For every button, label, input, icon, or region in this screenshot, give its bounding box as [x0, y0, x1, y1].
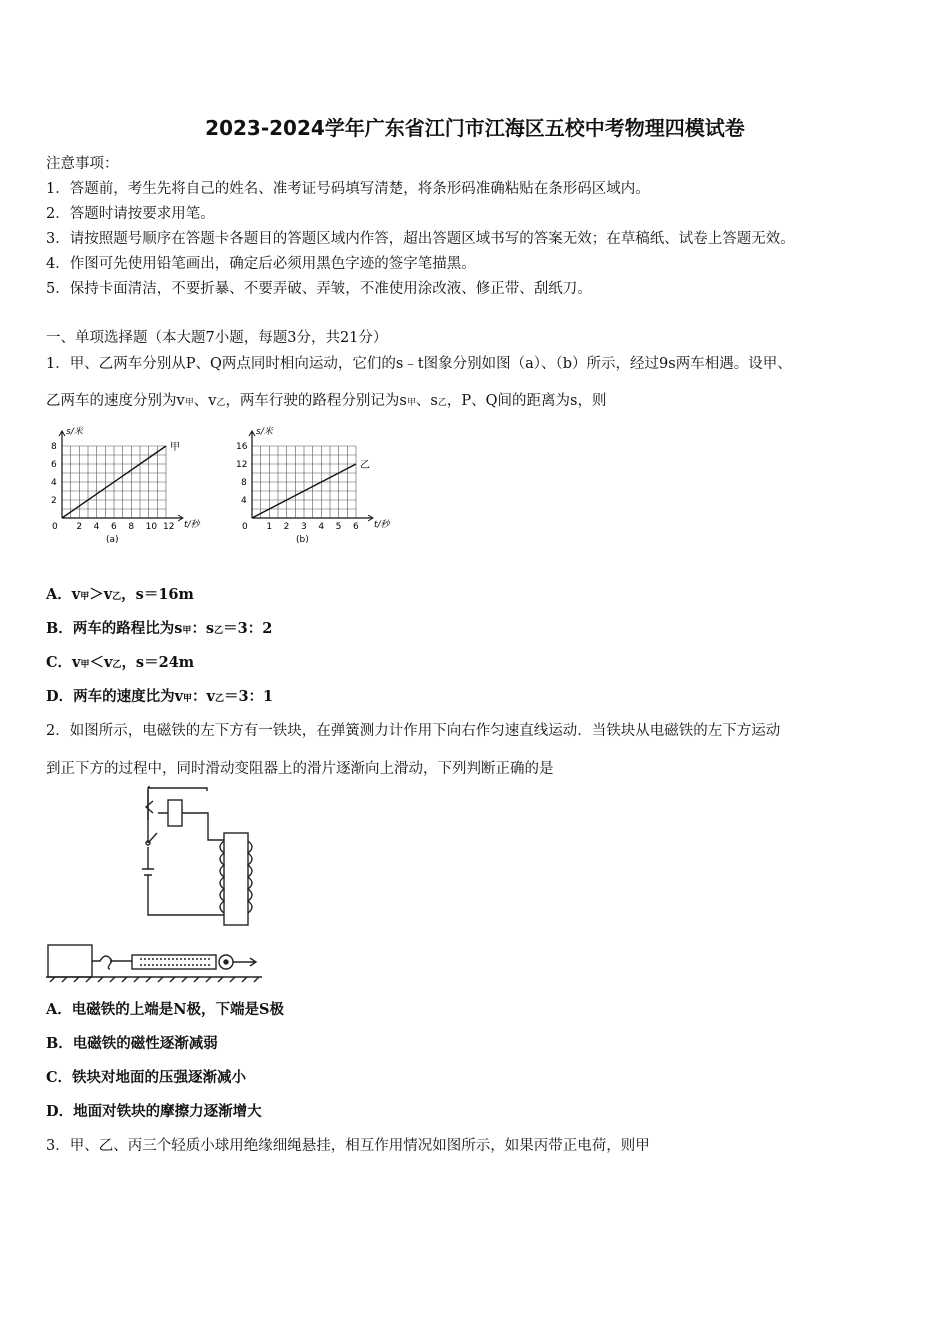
circuit-wire	[146, 787, 153, 820]
q2-option-a[interactable]: A．电磁铁的上端是N极，下端是S极	[46, 1001, 284, 1018]
chart-b-xtick: 2	[283, 522, 290, 532]
q1-text-line2: 乙两车的速度分别为v甲、v乙，两车行驶的路程分别记为s甲、s乙，P、Q间的距离为s，则	[46, 393, 607, 409]
q2-option-b[interactable]: B．电磁铁的磁性逐渐减弱	[46, 1035, 218, 1052]
q2-text-line2: 到正下方的过程中，同时滑动变阻器上的滑片逐渐向上滑动，下列判断正确的是	[46, 761, 554, 777]
chart-b-xtick: 1	[266, 522, 273, 532]
chart-a-ylabel: s/米	[66, 427, 83, 437]
q1-option-d[interactable]: D．两车的速度比为v甲：v乙＝3：1	[46, 688, 274, 705]
chart-b	[234, 420, 409, 545]
notice-item: 3．请按照题号顺序在答题卡各题目的答题区域内作答，超出答题区域书写的答案无效；在草稿纸、试卷上答题无效。	[46, 231, 795, 247]
chart-b-ylabel: s/米	[256, 427, 273, 437]
notice-item: 4．作图可先使用铅笔画出，确定后必须用黑色字迹的签字笔描黑。	[46, 256, 476, 272]
chart-a-xtick: 4	[93, 522, 100, 532]
chart-a-ytick: 6	[51, 460, 57, 470]
q2-text-line1: 2．如图所示，电磁铁的左下方有一铁块，在弹簧测力计作用下向右作匀速直线运动．当铁块从电磁铁的左下方运动	[46, 723, 781, 739]
chart-a-caption: (a)	[106, 535, 119, 545]
chart-a-xtick: 12	[163, 522, 175, 532]
rheostat-slider	[158, 813, 218, 840]
chart-a-series-label: 甲	[170, 442, 180, 453]
electromagnet-coil	[220, 841, 224, 913]
q2-option-d[interactable]: D．地面对铁块的摩擦力逐渐增大	[46, 1103, 262, 1120]
q1-text-line1: 1．甲、乙两车分别从P、Q两点同时相向运动，它们的s﹣t图象分别如图（a）、（b）所示，经过9s两车相遇。设甲、	[46, 356, 792, 372]
electromagnet-core	[224, 833, 248, 925]
q3-text-line1: 3．甲、乙、丙三个轻质小球用绝缘细绳悬挂，相互作用情况如图所示，如果丙带正电荷，则甲	[46, 1138, 650, 1154]
notice-item: 1．答题前，考生先将自己的姓名、准考证号码填写清楚，将条形码准确粘贴在条形码区域内。	[46, 181, 650, 197]
chart-b-xtick: 6	[353, 522, 359, 532]
chart-b-ytick: 8	[241, 478, 247, 488]
electromagnet-coil	[248, 841, 252, 913]
chart-b-plot	[236, 426, 392, 545]
notice-heading: 注意事项：	[46, 156, 119, 172]
circuit-wire	[148, 788, 207, 791]
notice-item: 5．保持卡面清洁，不要折暴、不要弄破、弄皱，不准使用涂改液、修正带、刮纸刀。	[46, 281, 592, 297]
chart-b-xtick: 5	[335, 522, 342, 532]
pull-arrow	[233, 958, 256, 966]
chart-a-ytick: 4	[51, 478, 57, 488]
chart-a	[44, 420, 219, 545]
q2-option-c[interactable]: C．铁块对地面的压强逐渐减小	[46, 1069, 247, 1086]
section-heading: 一、单项选择题（本大题7小题，每题3分，共21分）	[46, 330, 388, 346]
chart-a-xtick: 10	[145, 522, 158, 532]
rheostat	[168, 800, 182, 826]
hook	[92, 956, 132, 969]
spring-scale-markings	[140, 959, 210, 965]
chart-b-ytick: 12	[236, 460, 248, 470]
chart-b-ytick: 16	[236, 442, 248, 452]
chart-b-xlabel: t/秒	[374, 520, 390, 530]
spring-scale	[132, 955, 216, 969]
page-title: 2023-2024学年广东省江门市江海区五校中考物理四模试卷	[205, 116, 745, 140]
chart-a-plot	[51, 426, 202, 545]
electromagnet-diagram	[40, 785, 270, 985]
circuit-wire	[142, 847, 218, 915]
chart-a-ytick: 8	[51, 442, 57, 452]
chart-a-xtick: 6	[111, 522, 117, 532]
chart-a-xlabel: t/秒	[184, 520, 200, 530]
chart-b-xtick: 4	[318, 522, 325, 532]
chart-a-xtick: 8	[128, 522, 135, 532]
chart-a-xtick: 0	[52, 522, 58, 532]
q1-option-c[interactable]: C．v甲＜v乙，s＝24m	[46, 654, 195, 671]
ground-hatch	[50, 977, 259, 982]
chart-b-xtick: 0	[242, 522, 248, 532]
notice-item: 2．答题时请按要求用笔。	[46, 206, 215, 222]
iron-block	[48, 945, 92, 977]
q1-option-b[interactable]: B．两车的路程比为s甲：s乙＝3：2	[46, 620, 273, 637]
chart-a-ytick: 2	[51, 496, 57, 506]
chart-b-ytick: 4	[241, 496, 247, 506]
chart-b-caption: (b)	[296, 535, 309, 545]
chart-a-xtick: 2	[76, 522, 83, 532]
q1-option-a[interactable]: A．v甲＞v乙，s＝16m	[46, 586, 194, 603]
chart-b-xtick: 3	[301, 522, 307, 532]
chart-b-series-label: 乙	[360, 460, 370, 471]
